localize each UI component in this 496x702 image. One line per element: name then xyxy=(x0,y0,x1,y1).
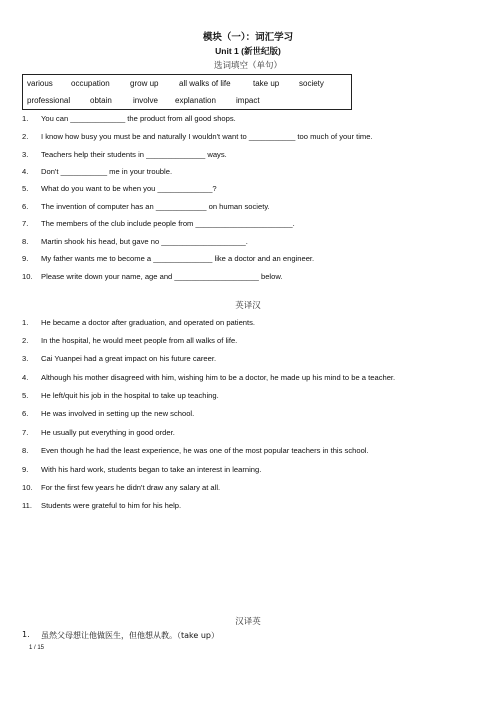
word-item: take up xyxy=(253,79,280,88)
section-heading-fill-in: 选词填空（单句） xyxy=(213,61,282,71)
word-item: professional xyxy=(27,96,71,105)
word-item: impact xyxy=(236,96,260,105)
page-number: 1 / 15 xyxy=(29,645,45,651)
page-title: 模块（一）：词汇学习 xyxy=(202,32,294,43)
word-item: obtain xyxy=(90,96,112,105)
word-item: involve xyxy=(133,96,158,105)
section-heading-cn-to-en: 汉译英 xyxy=(235,617,261,627)
word-item: various xyxy=(27,79,53,88)
word-box xyxy=(22,74,352,110)
unit-title: Unit 1 (新世纪版) xyxy=(215,46,281,56)
word-item: society xyxy=(299,79,324,88)
word-item: explanation xyxy=(175,96,216,105)
word-item: all walks of life xyxy=(179,79,231,88)
word-item: occupation xyxy=(71,79,110,88)
section-heading-en-to-cn: 英译汉 xyxy=(235,301,261,311)
word-item: grow up xyxy=(130,79,159,88)
